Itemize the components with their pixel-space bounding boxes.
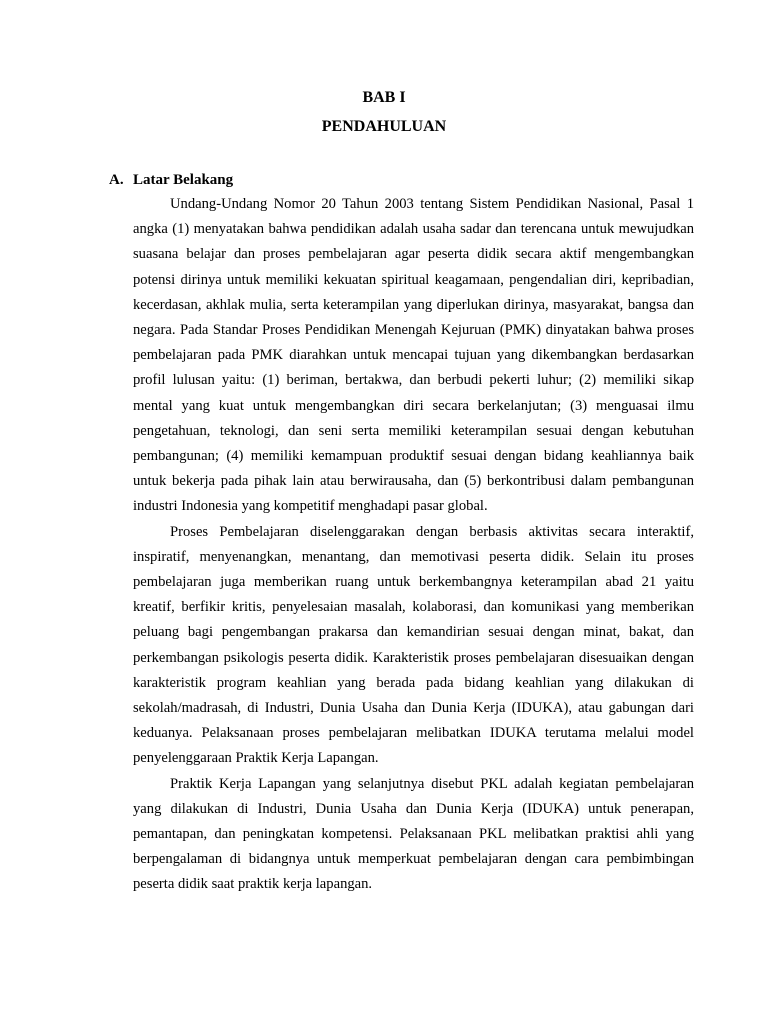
section-heading [109, 170, 233, 190]
paragraph-1: Undang-Undang Nomor 20 Tahun 2003 tentang Sistem Pendidikan Nasional, Pasal 1 angka (1) menyatakan bahwa pendidikan adalah usaha sadar dan terencana untuk mewujudkan suasana belajar dan proses pembelajaran agar peserta didik secara aktif mengembangkan potensi dirinya untuk memiliki kekuatan spiritual keagamaan, pengendalian diri, kepribadian, kecerdasan, akhlak mulia, serta keterampilan yang diperlukan dirinya, masyarakat, bangsa dan negara. Pada Standar Proses Pendidikan Menengah Kejuruan (PMK) dinyatakan bahwa proses pembelajaran pada PMK diarahkan untuk mencapai tujuan yang dikembangkan berdasarkan profil lulusan yaitu: (1) beriman, bertakwa, dan berbudi pekerti luhur; (2) memiliki sikap mental yang kuat untuk mengembangkan diri secara berkelanjutan; (3) menguasai ilmu pengetahuan, teknologi, dan seni serta memiliki keterampilan sesuai dengan kebutuhan pembangunan; (4) memiliki kemampuan produktif sesuai dengan bidang keahliannya baik untuk bekerja pada pihak lain atau berwirausaha, dan (5) berkontribusi dalam pembangunan industri Indonesia yang kompetitif menghadapi pasar global. [133, 196, 694, 515]
section-marker: A. [109, 172, 124, 188]
chapter-title: PENDAHULUAN [321, 118, 447, 135]
body-text [133, 192, 694, 898]
paragraph-2: Proses Pembelajaran diselenggarakan dengan berbasis aktivitas secara interaktif, inspiratif, menyenangkan, menantang, dan memotivasi peserta didik. Selain itu proses pembelajaran juga memberikan ruang untuk berkembangnya keterampilan abad 21 yaitu kreatif, berfikir kritis, penyelesaian masalah, kolaborasi, dan komunikasi yang memberikan peluang bagi pengembangan prakarsa dan kemandirian sesuai dengan minat, bakat, dan perkembangan psikologis peserta didik. Karakteristik proses pembelajaran disesuaikan dengan karakteristik program keahlian yang berada pada bidang keahlian yang dilakukan di sekolah/madrasah, di Industri, Dunia Usaha dan Dunia Kerja (IDUKA), atau gabungan dari keduanya. Pelaksanaan proses pembelajaran melibatkan IDUKA terutama melalui model penyelenggaraan Praktik Kerja Lapangan. [133, 523, 694, 767]
chapter-number: BAB I [362, 89, 406, 106]
paragraph-3: Praktik Kerja Lapangan yang selanjutnya disebut PKL adalah kegiatan pembelajaran yang dilakukan di Industri, Dunia Usaha dan Dunia Kerja (IDUKA) untuk penerapan, pemantapan, dan peningkatan kompetensi. Pelaksanaan PKL melibatkan praktisi ahli yang berpengalaman di bidangnya untuk memperkuat pembelajaran dengan cara pembimbingan peserta didik saat praktik kerja lapangan. [133, 775, 694, 893]
section-title: Latar Belakang [133, 172, 234, 188]
